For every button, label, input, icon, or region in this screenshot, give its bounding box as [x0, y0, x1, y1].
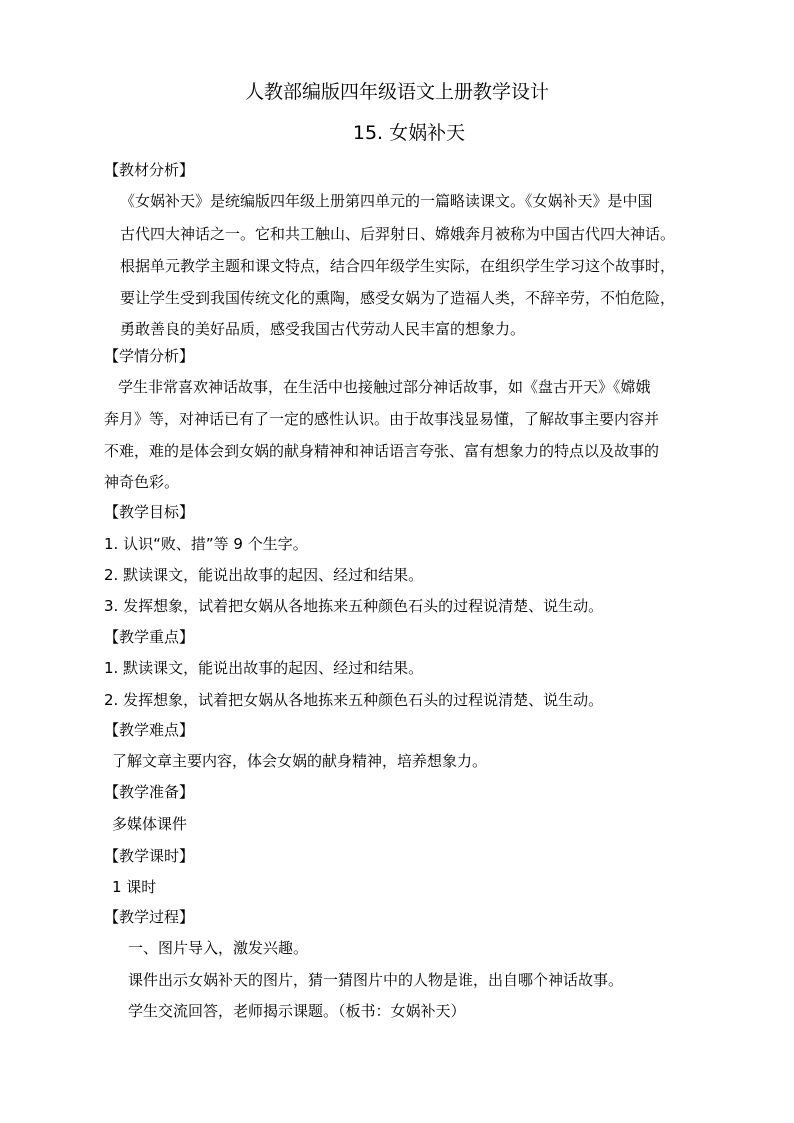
material-line: 《女娲补天》是统编版四年级上册第四单元的一篇略读课文。《女娲补天》是中国 [120, 192, 653, 210]
document-title: 人教部编版四年级语文上册教学设计 [244, 81, 549, 103]
heading-teaching-goals: 【教学目标】 [104, 503, 195, 521]
material-line: 古代四大神话之一。它和共工触山、后羿射日、嫦娥奔月被称为中国古代四大神话。 [120, 225, 676, 243]
students-line: 不难，难的是体会到女娲的献身精神和神话语言夸张、富有想象力的特点以及故事的 [104, 442, 660, 460]
heading-material-analysis: 【教材分析】 [104, 161, 195, 179]
students-line: 学生非常喜欢神话故事，在生活中也接触过部分神话故事，如《盘古开天》《嫦娥 [118, 378, 651, 396]
goal-item: 1. 认识“败、措”等 9 个生字。 [104, 535, 308, 553]
material-line: 根据单元教学主题和课文特点，结合四年级学生实际，在组织学生学习这个故事时， [120, 257, 676, 275]
material-line: 勇敢善良的美好品质，感受我国古代劳动人民丰富的想象力。 [120, 320, 526, 338]
key-item: 1. 默读课文，能说出故事的起因、经过和结果。 [104, 659, 424, 677]
heading-teaching-process: 【教学过程】 [104, 908, 195, 926]
material-line: 要让学生受到我国传统文化的熏陶，感受女娲为了造福人类，不辞辛劳，不怕危险， [120, 289, 676, 307]
heading-teaching-key: 【教学重点】 [104, 628, 195, 646]
hours-text: 1 课时 [112, 878, 157, 896]
students-line: 奔月》等，对神话已有了一定的感性认识。由于故事浅显易懂，了解故事主要内容并 [104, 410, 660, 428]
process-line: 课件出示女娲补天的图片，猜一猜图片中的人物是谁，出自哪个神话故事。 [128, 971, 624, 989]
lesson-title: 15. 女娲补天 [352, 122, 466, 144]
difficulty-text: 了解文章主要内容，体会女娲的献身精神，培养想象力。 [112, 752, 488, 770]
students-line: 神奇色彩。 [104, 473, 180, 491]
heading-teaching-hours: 【教学课时】 [104, 847, 195, 865]
heading-teaching-prep: 【教学准备】 [104, 783, 195, 801]
heading-teaching-difficulty: 【教学难点】 [104, 721, 195, 739]
goal-item: 3. 发挥想象，试着把女娲从各地拣来五种颜色石头的过程说清楚、说生动。 [104, 597, 604, 615]
key-item: 2. 发挥想象，试着把女娲从各地拣来五种颜色石头的过程说清楚、说生动。 [104, 691, 604, 709]
process-line: 学生交流回答，老师揭示课题。（板书：女娲补天） [128, 1002, 466, 1020]
goal-item: 2. 默读课文，能说出故事的起因、经过和结果。 [104, 566, 424, 584]
process-line: 一、图片导入，激发兴趣。 [128, 939, 309, 957]
heading-student-analysis: 【学情分析】 [104, 347, 195, 365]
prep-text: 多媒体课件 [112, 815, 188, 833]
